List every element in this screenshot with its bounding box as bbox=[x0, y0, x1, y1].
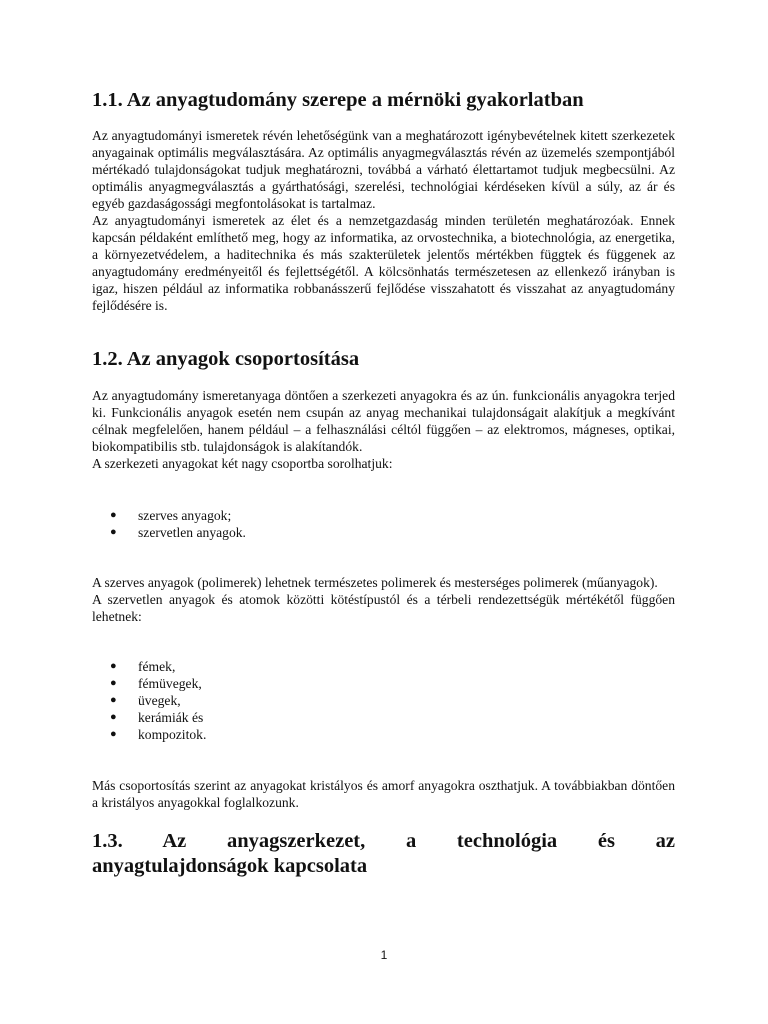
paragraph: Más csoportosítás szerint az anyagokat kristályos és amorf anyagokra oszthatjuk. A továbbiakban döntően a kristályos anyagokkal foglalkozunk. bbox=[92, 778, 675, 810]
section-heading-1-2: 1.2. Az anyagok csoportosítása bbox=[92, 348, 360, 370]
list-item: ● kompozitok. bbox=[110, 726, 206, 743]
paragraph: Az anyagtudományi ismeretek az élet és a nemzetgazdaság minden területén meghatározóak. Ennek kapcsán példaként említhető meg, hogy az informatika, az orvostechnika, a biotechnológia, az energetika, a környezetvédelem, a haditechnika és más szakterületek jelentős mértékben függtek és függenek az anyagtudomány eredményeitől és fejlettségétől. A kölcsönhatás természetesen az ellenkező irányban is igaz, hiszen például az informatika robbanásszerű fejlődése visszahatott és visszahat az anyagtudomány fejlődésére is. bbox=[92, 213, 675, 313]
list-item: ● üvegek, bbox=[110, 692, 206, 709]
heading-line: 1.3. Az anyagszerkezet, a technológia és az bbox=[92, 830, 675, 852]
bullet-list-material-groups bbox=[110, 507, 246, 541]
list-item: ● szerves anyagok; bbox=[110, 507, 246, 524]
list-item: ● szervetlen anyagok. bbox=[110, 524, 246, 541]
list-item: ● fémek, bbox=[110, 658, 206, 675]
bullet-list-inorganic-types bbox=[110, 658, 206, 743]
section-1-2-intro bbox=[92, 387, 675, 472]
section-1-2-outro bbox=[92, 777, 675, 811]
paragraph: A szerves anyagok (polimerek) lehetnek természetes polimerek és mesterséges polimerek (műanyagok). bbox=[92, 575, 658, 590]
section-heading-1-3 bbox=[92, 829, 675, 879]
heading-line: anyagtulajdonságok kapcsolata bbox=[92, 855, 368, 877]
section-heading-1-1: 1.1. Az anyagtudomány szerepe a mérnöki gyakorlatban bbox=[92, 89, 584, 111]
list-item: ● kerámiák és bbox=[110, 709, 206, 726]
page-number: 1 bbox=[380, 948, 388, 962]
paragraph: Az anyagtudományi ismeretek révén lehetőségünk van a meghatározott igénybevételnek kitett szerkezetek anyagainak optimális megválasztására. Az optimális anyagmegválasztás révén az üzemelés szempontjából mértékadó tulajdonságokat tudjuk meghatározni, továbbá a várható élettartamot tudjuk megbecsülni. Az optimális anyagmegválasztás a gyárthatósági, szerelési, technológiai kérdéseken kívül a súly, az ár és egyéb gazdaságossági megfontolásokat is tartalmaz. bbox=[92, 128, 675, 211]
list-item: ● fémüvegek, bbox=[110, 675, 206, 692]
section-1-2-organic bbox=[92, 574, 675, 625]
section-1-1-body bbox=[92, 127, 675, 314]
paragraph: Az anyagtudomány ismeretanyaga döntően a szerkezeti anyagokra és az ún. funkcionális anyagokra terjed ki. Funkcionális anyagok esetén nem csupán az anyag mechanikai tulajdonságait alakítjuk a megkívánt célnak megfelelően, hanem például – a felhasználási céltól függően – az elektromos, mágneses, optikai, biokompatibilis stb. tulajdonságok is alakítandók. bbox=[92, 388, 675, 454]
paragraph: A szerkezeti anyagokat két nagy csoportba sorolhatjuk: bbox=[92, 456, 393, 471]
paragraph: A szervetlen anyagok és atomok közötti kötéstípustól és a térbeli rendezettségük mértékétől függően lehetnek: bbox=[92, 592, 675, 624]
